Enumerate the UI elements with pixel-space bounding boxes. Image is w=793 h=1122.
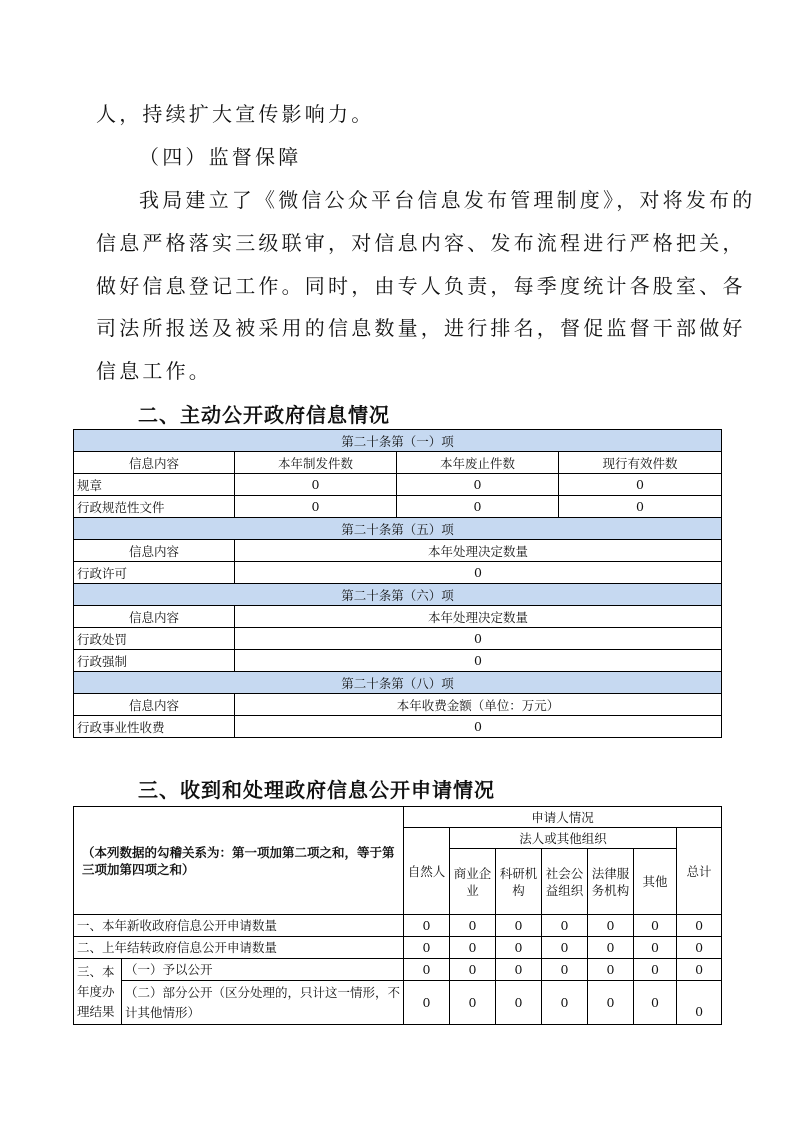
column-header: 本年收费金额（单位：万元）	[235, 694, 722, 716]
cell-value: 0	[235, 474, 397, 496]
column-header: 其他	[634, 849, 677, 915]
column-header: 本年处理决定数量	[235, 606, 722, 628]
cell-value: 0	[235, 496, 397, 518]
section-band: 第二十条第（五）项	[74, 518, 722, 540]
paragraph-line: 人，持续扩大宣传影响力。	[96, 102, 375, 126]
cell-value: 0	[559, 474, 722, 496]
cell-value: 0	[634, 981, 677, 1025]
column-header: 本年废止件数	[397, 452, 559, 474]
section-2-title: 二、主动公开政府信息情况	[138, 403, 390, 427]
cell-value: 0	[496, 937, 542, 959]
paragraph-line: 信息工作。	[96, 359, 212, 383]
cell-value: 0	[677, 959, 722, 981]
section-3-title: 三、收到和处理政府信息公开申请情况	[138, 778, 495, 802]
paragraph-line: 我局建立了《微信公众平台信息发布管理制度》，对将发布的	[139, 188, 756, 212]
table-row	[74, 716, 722, 738]
row-label: 行政许可	[74, 562, 235, 584]
applicant-header: 申请人情况	[404, 807, 722, 828]
row-label: 规章	[74, 474, 235, 496]
cell-value: 0	[450, 959, 496, 981]
table-row	[74, 981, 722, 1025]
section-band: 第二十条第（八）项	[74, 672, 722, 694]
column-header: 科研机构	[496, 849, 542, 915]
column-header: 信息内容	[74, 694, 235, 716]
application-table	[73, 806, 722, 1025]
row-label: 一、本年新收政府信息公开申请数量	[74, 915, 404, 937]
cell-value: 0	[496, 915, 542, 937]
column-header: 本年制发件数	[235, 452, 397, 474]
cell-value: 0	[677, 937, 722, 959]
table-row	[74, 937, 722, 959]
row-label: （一）予以公开	[122, 959, 404, 981]
cell-value: 0	[542, 915, 588, 937]
table-row	[74, 959, 722, 981]
cell-value: 0	[450, 915, 496, 937]
cell-value: 0	[588, 981, 634, 1025]
cell-value: 0	[235, 650, 722, 672]
cell-value: 0	[559, 496, 722, 518]
table-row	[74, 628, 722, 650]
cell-value: 0	[397, 474, 559, 496]
table-row	[74, 496, 722, 518]
column-header: 社会公益组织	[542, 849, 588, 915]
row-label: 二、上年结转政府信息公开申请数量	[74, 937, 404, 959]
row-label: （二）部分公开（区分处理的，只计这一情形，不计其他情形）	[122, 981, 404, 1025]
cell-value: 0	[397, 496, 559, 518]
cell-value: 0	[450, 981, 496, 1025]
cell-value: 0	[634, 937, 677, 959]
cell-value: 0	[496, 981, 542, 1025]
column-header: 信息内容	[74, 606, 235, 628]
cell-value: 0	[235, 716, 722, 738]
table-row	[74, 474, 722, 496]
cell-value: 0	[404, 981, 450, 1025]
table-row	[74, 915, 722, 937]
paragraph-line: 司法所报送及被采用的信息数量，进行排名，督促监督干部做好	[96, 316, 746, 340]
section-band: 第二十条第（六）项	[74, 584, 722, 606]
column-header: 现行有效件数	[559, 452, 722, 474]
cell-value: 0	[542, 937, 588, 959]
section-band: 第二十条第（一）项	[74, 430, 722, 452]
column-header: 法人或其他组织	[450, 828, 677, 849]
column-header: 法律服务机构	[588, 849, 634, 915]
cell-value: 0	[235, 562, 722, 584]
column-header: 总计	[677, 828, 722, 915]
row-label: 行政事业性收费	[74, 716, 235, 738]
row-label: 行政强制	[74, 650, 235, 672]
cell-value: 0	[542, 981, 588, 1025]
cell-value: 0	[450, 937, 496, 959]
cell-value: 0	[542, 959, 588, 981]
cell-value: 0	[404, 937, 450, 959]
cell-value: 0	[404, 959, 450, 981]
sub-heading: （四）监督保障	[139, 145, 302, 169]
proactive-disclosure-table	[73, 429, 722, 738]
cell-value: 0	[677, 981, 722, 1025]
column-header: 本年处理决定数量	[235, 540, 722, 562]
cell-value: 0	[634, 959, 677, 981]
row-group-label: 三、本年度办理结果	[74, 959, 122, 1025]
row-label: 行政规范性文件	[74, 496, 235, 518]
column-header: 商业企业	[450, 849, 496, 915]
reconciliation-note: （本列数据的勾稽关系为：第一项加第二项之和，等于第三项加第四项之和）	[74, 807, 404, 915]
cell-value: 0	[404, 915, 450, 937]
cell-value: 0	[634, 915, 677, 937]
row-label: 行政处罚	[74, 628, 235, 650]
column-header: 信息内容	[74, 452, 235, 474]
cell-value: 0	[588, 959, 634, 981]
table-row	[74, 650, 722, 672]
cell-value: 0	[496, 959, 542, 981]
column-header: 信息内容	[74, 540, 235, 562]
cell-value: 0	[588, 937, 634, 959]
table-row	[74, 562, 722, 584]
cell-value: 0	[677, 915, 722, 937]
paragraph-line: 信息严格落实三级联审，对信息内容、发布流程进行严格把关，	[96, 231, 746, 255]
cell-value: 0	[588, 915, 634, 937]
cell-value: 0	[235, 628, 722, 650]
column-header: 自然人	[404, 828, 450, 915]
paragraph-line: 做好信息登记工作。同时，由专人负责，每季度统计各股室、各	[96, 274, 746, 298]
